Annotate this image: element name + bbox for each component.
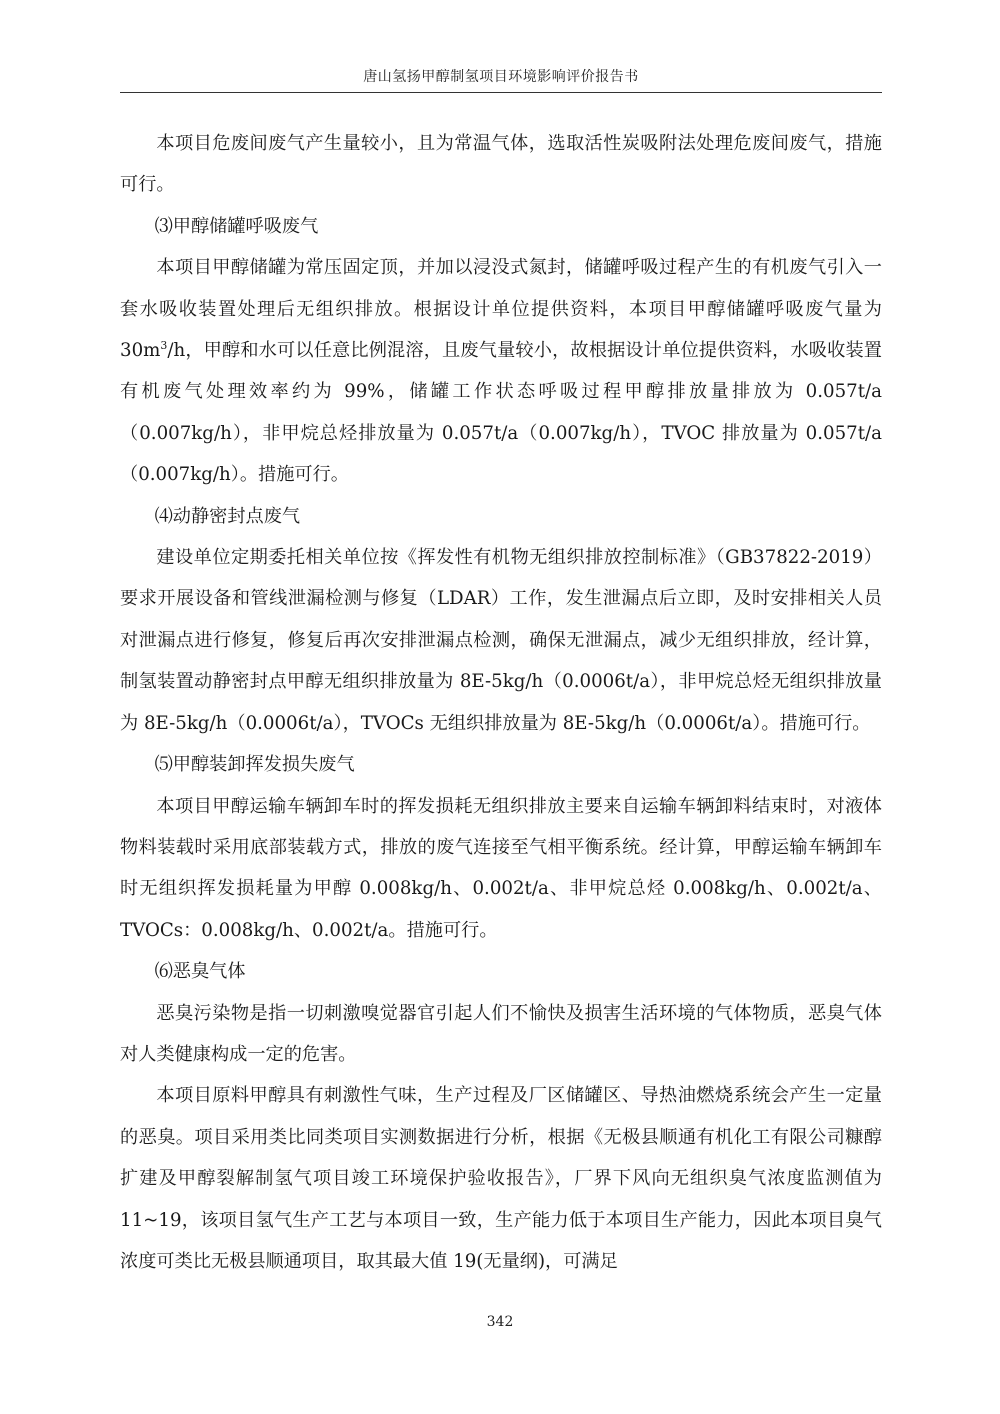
- document-header-title: 唐山氢扬甲醇制氢项目环境影响评价报告书: [363, 69, 639, 85]
- paragraph-methanol-tank-breathing: [120, 247, 882, 495]
- page-number: 342: [486, 1314, 514, 1330]
- heading-odor-gas: ⑹恶臭气体: [154, 961, 246, 983]
- paragraph-loading-unloading-loss: 本项目甲醇运输车辆卸车时的挥发损耗无组织排放主要来自运输车辆卸料结束时，对液体物料装载时采用底部装载方式，排放的废气连接至气相平衡系统。经计算，甲醇运输车辆卸车时无组织挥发损耗量为甲醇 0.008kg/h、0.002t/a、非甲烷总烃 0.008kg/h、0.002t/a、TVOCs：0.008kg/h、0.002t/a。措施可行。: [120, 795, 882, 941]
- paragraph-odor-definition: 恶臭污染物是指一切刺激嗅觉器官引起人们不愉快及损害生活环境的气体物质，恶臭气体对人类健康构成一定的危害。: [120, 1002, 882, 1065]
- paragraph-odor-analysis: 本项目原料甲醇具有刺激性气味，生产过程及厂区储罐区、导热油燃烧系统会产生一定量的恶臭。项目采用类比同类项目实测数据进行分析，根据《无极县顺通有机化工有限公司糠醇扩建及甲醇裂解制氢气项目竣工环境保护验收报告》，厂界下风向无组织臭气浓度监测值为 11~19，该项目氢气生产工艺与本项目一致，生产能力低于本项目生产能力，因此本项目臭气浓度可类比无极县顺通项目，取其最大值 19(无量纲)，可满足: [120, 1085, 882, 1272]
- heading-loading-unloading-loss: ⑸甲醇装卸挥发损失废气: [154, 754, 355, 776]
- heading-dynamic-static-seal: ⑷动静密封点废气: [154, 505, 301, 527]
- superscript-cubed: 3: [160, 338, 168, 352]
- paragraph-methanol-tank-part1: 本项目甲醇储罐为常压固定顶，并加以浸没式氮封，储罐呼吸过程产生的有机废气引入一套水吸收装置处理后无组织排放。根据设计单位提供资料，本项目甲醇储罐呼吸废气量为 30m: [120, 257, 882, 362]
- paragraph-methanol-tank-part2: /h，甲醇和水可以任意比例混溶，且废气量较小，故根据设计单位提供资料，水吸收装置有机废气处理效率约为 99%，储罐工作状态呼吸过程甲醇排放量排放为 0.057t/a（0.007kg/h），非甲烷总烃排放量为 0.057t/a（0.007kg/h），TVOC 排放量为 0.057t/a（0.007kg/h）。措施可行。: [120, 340, 882, 486]
- paragraph-hazardous-waste-gas: 本项目危废间废气产生量较小，且为常温气体，选取活性炭吸附法处理危废间废气，措施可行。: [120, 133, 882, 196]
- header-divider: [120, 92, 882, 93]
- document-body: [120, 123, 882, 1282]
- paragraph-dynamic-static-seal: 建设单位定期委托相关单位按《挥发性有机物无组织排放控制标准》（GB37822-2019）要求开展设备和管线泄漏检测与修复（LDAR）工作，发生泄漏点后立即，及时安排相关人员对泄漏点进行修复，修复后再次安排泄漏点检测，确保无泄漏点，减少无组织排放，经计算，制氢装置动静密封点甲醇无组织排放量为 8E-5kg/h（0.0006t/a），非甲烷总烃无组织排放量为 8E-5kg/h（0.0006t/a），TVOCs 无组织排放量为 8E-5kg/h（0.0006t/a）。措施可行。: [120, 547, 882, 734]
- heading-methanol-tank-breathing: ⑶甲醇储罐呼吸废气: [154, 215, 319, 237]
